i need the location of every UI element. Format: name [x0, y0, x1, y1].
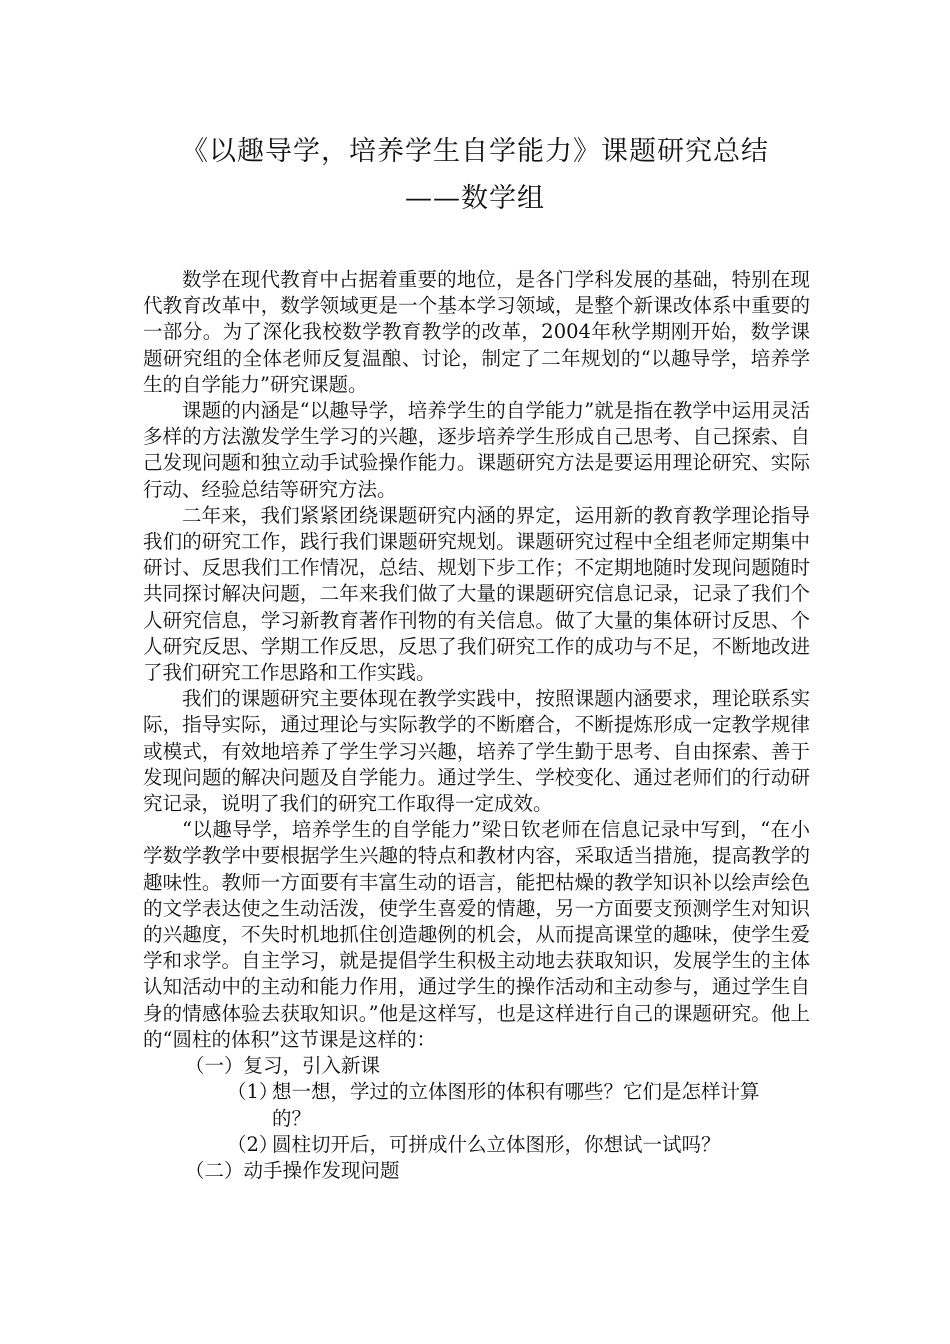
paragraph: 数学在现代教育中占据着重要的地位，是各门学科发展的基础，特别在现代教育改革中，数学领域更是一个基本学习领域，是整个新课改体系中重要的一部分。为了深化我校数学教育教学的改革，2004年秋学期刚开始，数学课题研究组的全体老师反复温酿、讨论，制定了二年规划的“以趣导学，培养学生的自学能力”研究课题。 — [143, 268, 810, 396]
paragraph: “以趣导学，培养学生的自学能力”梁日钦老师在信息记录中写到，“在小学数学教学中要根据学生兴趣的特点和教材内容，采取适当措施，提高教学的趣味性。教师一方面要有丰富生动的语言，能把枯燥的教学知识补以绘声绘色的文学表达使之生动活泼，使学生喜爱的情趣，另一方面要支预测学生对知识的兴趣度，不失时机地抓住创造趣例的机会，从而提高课堂的趣味，使学生爱学和求学。自主学习，就是提倡学生积极主动地去获取知识，发展学生的主体认知活动中的主动和能力作用，通过学生的操作活动和主动参与，通过学生自身的情感体验去获取知识。”他是这样写，也是这样进行自己的课题研究。他上的“圆柱的体积”这节课是这样的： — [143, 818, 810, 1051]
outline-section-heading: （二）动手操作发现问题 — [185, 1158, 400, 1182]
paragraph: 二年来，我们紧紧团绕课题研究内涵的界定，运用新的教育教学理论指导我们的研究工作，践行我们课题研究规划。课题研究过程中全组老师定期集中研讨、反思我们工作情况，总结、规划下步工作；不定期地随时发现问题随时共同探讨解决问题，二年来我们做了大量的课题研究信息记录，记录了我们个人研究信息，学习新教育著作刊物的有关信息。做了大量的集体研讨反思、个人研究反思、学期工作反思，反思了我们研究工作的成功与不足，不断地改进了我们研究工作思路和工作实践。 — [143, 503, 810, 685]
outline-item — [143, 1132, 810, 1158]
outline-item-text: 想一想，学过的立体图形的体积有哪些？它们是怎样计算的？ — [272, 1080, 760, 1130]
outline-item-number: （2） — [227, 1132, 279, 1156]
outline-section-heading: （一）复习，引入新课 — [185, 1054, 381, 1078]
document-subtitle: ——数学组 — [405, 183, 545, 214]
paragraph: 我们的课题研究主要体现在教学实践中，按照课题内涵要求，理论联系实际，指导实际，通过理论与实际教学的不断磨合，不断提炼形成一定教学规律或模式，有效地培养了学生学习兴趣，培养了学生勤于思考、自由探索、善于发现问题的解决问题及自学能力。通过学生、学校变化、通过老师们的行动研究记录，说明了我们的研究工作取得一定成效。 — [143, 687, 810, 816]
document-body — [143, 267, 810, 1184]
outline-item — [143, 1079, 810, 1131]
outline-item-number: （1） — [227, 1080, 279, 1104]
outline-item-text: 圆柱切开后，可拼成什么立体图形，你想试一试吗？ — [272, 1132, 721, 1156]
document-title: 《以趣导学，培养学生自学能力》课题研究总结 — [181, 136, 769, 167]
paragraph: 课题的内涵是“以趣导学，培养学生的自学能力”就是指在教学中运用灵活多样的方法激发学生学习的兴趣，逐步培养学生形成自己思考、自己探索、自己发现问题和独立动手试验操作能力。课题研究方法是要运用理论研究、实际行动、经验总结等研究方法。 — [143, 399, 810, 501]
